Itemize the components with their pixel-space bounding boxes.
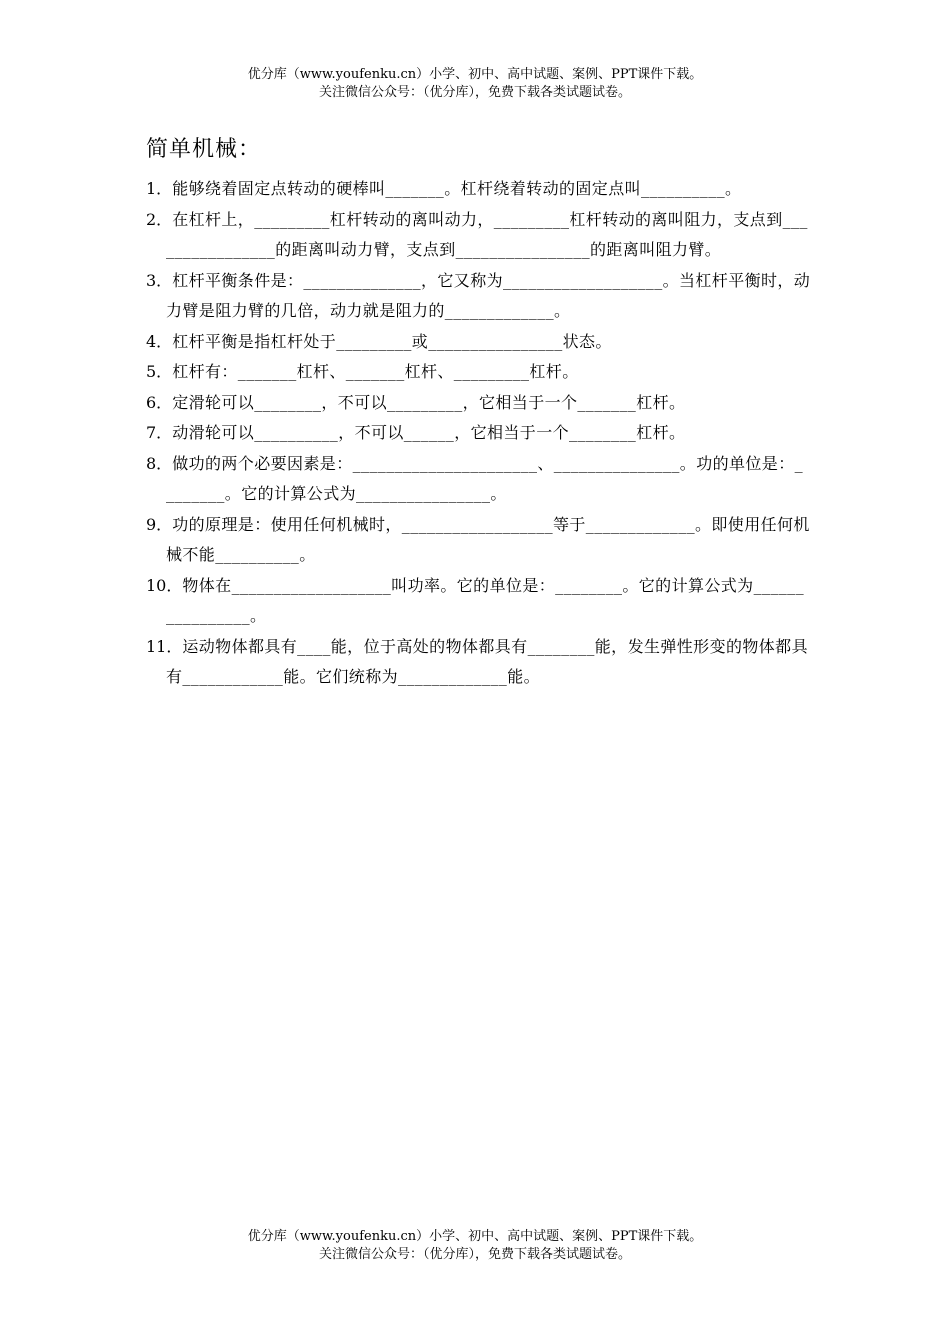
question-text: 在杠杆上，_________杠杆转动的离叫动力，_________杠杆转动的离叫阻力，支点到________________的距离叫动力臂，支点到________________的距离叫阻力臂。 [166, 209, 808, 259]
question-8 [146, 449, 811, 510]
question-1 [146, 174, 811, 205]
question-text: 杠杆平衡是指杠杆处于_________或________________状态。 [172, 331, 612, 351]
page-footer [0, 1228, 950, 1264]
question-number: 3． [146, 270, 173, 290]
question-text: 杠杆有：_______杠杆、_______杠杆、_________杠杆。 [172, 362, 579, 381]
question-text: 运动物体都具有____能，位于高处的物体都具有________能，发生弹性形变的物体都具有____________能。它们统称为_____________能。 [166, 636, 808, 686]
question-number: 9． [146, 514, 173, 534]
question-text: 功的原理是：使用任何机械时，__________________等于_____________。即使用任何机械不能__________。 [166, 514, 810, 564]
header-line-1: 优分库（www.youfenku.cn）小学、初中、高中试题、案例、PPT课件下载。 [247, 67, 703, 82]
question-number: 7． [146, 423, 173, 442]
question-text: 定滑轮可以________，不可以_________，它相当于一个_______杠杆。 [172, 392, 686, 412]
question-9 [146, 510, 811, 571]
question-number: 6． [146, 392, 173, 412]
question-2 [146, 205, 811, 266]
question-number: 8． [146, 453, 173, 473]
question-text: 能够绕着固定点转动的硬棒叫_______。杠杆绕着转动的固定点叫__________。 [172, 179, 742, 198]
question-7 [146, 418, 811, 449]
question-6 [146, 388, 811, 419]
question-text: 动滑轮可以__________，不可以______，它相当于一个________杠杆。 [172, 423, 686, 442]
page-header [0, 66, 950, 102]
question-number: 11． [146, 636, 183, 656]
footer-line-1: 优分库（www.youfenku.cn）小学、初中、高中试题、案例、PPT课件下载。 [247, 1229, 703, 1244]
footer-line-2: 关注微信公众号：（优分库），免费下载各类试题试卷。 [318, 1247, 631, 1262]
question-text: 物体在___________________叫功率。它的单位是：________。它的计算公式为________________。 [166, 575, 804, 625]
worksheet-content [146, 130, 811, 693]
question-text: 做功的两个必要因素是：______________________、_______________。功的单位是：________。它的计算公式为________________。 [166, 453, 803, 503]
question-number: 1． [146, 179, 173, 198]
question-11 [146, 632, 811, 693]
question-10 [146, 571, 811, 632]
question-number: 4． [146, 331, 173, 351]
question-number: 5． [146, 362, 173, 381]
question-number: 10． [146, 575, 183, 595]
question-5 [146, 357, 811, 388]
question-number: 2． [146, 209, 173, 229]
header-line-2: 关注微信公众号：（优分库），免费下载各类试题试卷。 [318, 85, 631, 100]
question-text: 杠杆平衡条件是：______________，它又称为___________________。当杠杆平衡时，动力臂是阻力臂的几倍，动力就是阻力的_____________。 [166, 270, 811, 320]
question-3 [146, 266, 811, 327]
section-title: 简单机械： [146, 137, 262, 162]
question-4 [146, 327, 811, 358]
